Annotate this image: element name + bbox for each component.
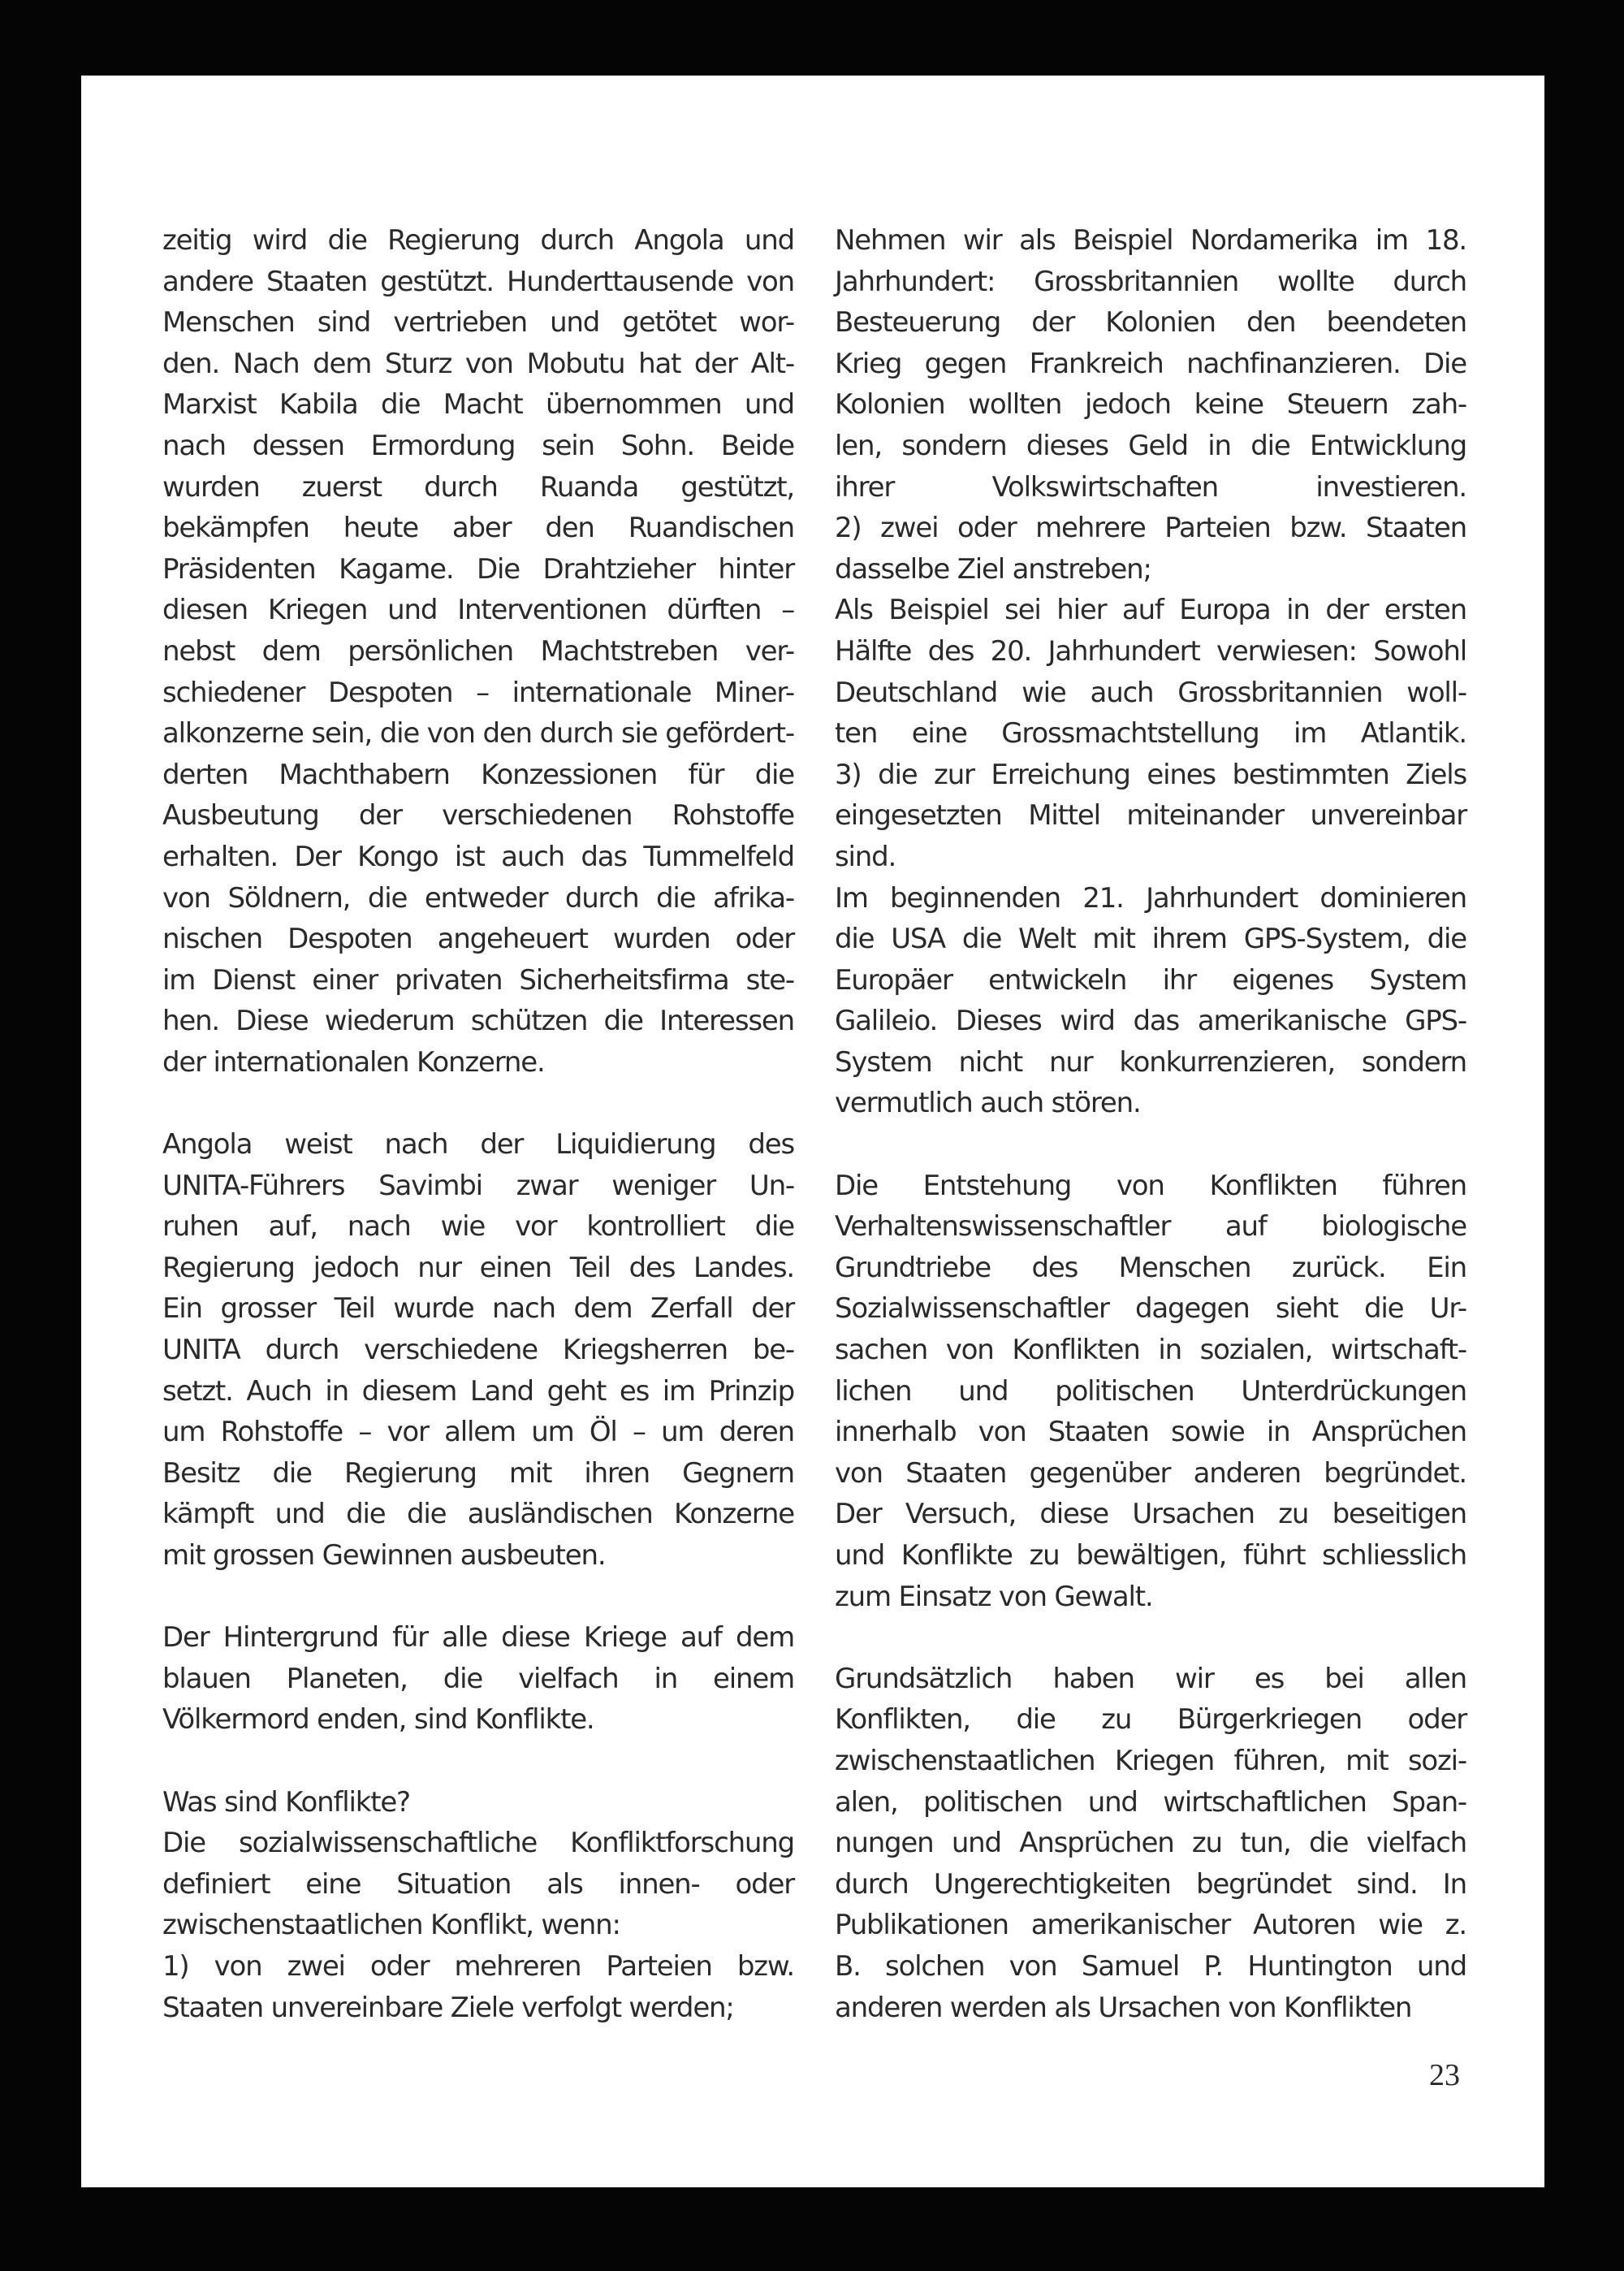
text-line: von Söldnern, die entweder durch die afrika- bbox=[162, 881, 794, 915]
paragraph bbox=[835, 1659, 1466, 2028]
text-line: ruhen auf, nach wie vor kontrolliert die bbox=[162, 1210, 794, 1244]
text-line: Die Entstehung von Konflikten führen bbox=[835, 1169, 1466, 1202]
text-line: Ausbeutung der verschiedenen Rohstoffe bbox=[162, 799, 794, 833]
text-line: nungen und Ansprüchen zu tun, die vielfach bbox=[835, 1827, 1466, 1860]
text-line: Jahrhundert: Grossbritannien wollte durch bbox=[835, 265, 1466, 298]
text-line: den. Nach dem Sturz von Mobutu hat der Alt- bbox=[162, 347, 794, 380]
text-line: Völkermord enden, sind Konflikte. bbox=[162, 1703, 594, 1737]
text-line: dasselbe Ziel anstreben; bbox=[835, 552, 1151, 586]
text-line: Im beginnenden 21. Jahrhundert dominieren bbox=[835, 881, 1466, 915]
text-line: wurden zuerst durch Ruanda gestützt, bbox=[162, 470, 794, 504]
text-line: sind. bbox=[835, 840, 896, 873]
text-line: Kolonien wollten jedoch keine Steuern zah- bbox=[835, 388, 1466, 422]
text-line: Der Versuch, diese Ursachen zu beseitigen bbox=[835, 1498, 1466, 1531]
text-line: Staaten unvereinbare Ziele verfolgt werden; bbox=[162, 1991, 734, 2024]
text-line: zwischenstaatlichen Kriegen führen, mit sozi- bbox=[835, 1744, 1466, 1777]
text-line: Galileio. Dieses wird das amerikanische GPS- bbox=[835, 1005, 1466, 1038]
paragraph-gap bbox=[162, 1577, 794, 1618]
text-line: kämpft und die die ausländischen Konzerne bbox=[162, 1498, 794, 1531]
paragraph bbox=[162, 220, 794, 1083]
text-line: nach dessen Ermordung sein Sohn. Beide bbox=[162, 429, 794, 462]
text-line: innerhalb von Staaten sowie in Ansprüchen bbox=[835, 1416, 1466, 1449]
text-line: setzt. Auch in diesem Land geht es im Prinzip bbox=[162, 1374, 794, 1408]
text-line: mit grossen Gewinnen ausbeuten. bbox=[162, 1539, 606, 1572]
text-line: 2) zwei oder mehrere Parteien bzw. Staaten bbox=[835, 512, 1466, 545]
paragraph-gap bbox=[162, 1083, 794, 1124]
paragraph bbox=[162, 1617, 794, 1741]
text-line: Publikationen amerikanischer Autoren wie z. bbox=[835, 1909, 1466, 1942]
text-line: hen. Diese wiederum schützen die Interessen bbox=[162, 1005, 794, 1038]
text-line: zeitig wird die Regierung durch Angola und bbox=[162, 224, 794, 257]
text-line: die USA die Welt mit ihrem GPS-System, die bbox=[835, 923, 1466, 956]
text-line: um Rohstoffe – vor allem um Öl – um deren bbox=[162, 1416, 794, 1449]
text-line: Präsidenten Kagame. Die Drahtzieher hinter bbox=[162, 552, 794, 586]
text-line: 3) die zur Erreichung eines bestimmten Ziels bbox=[835, 758, 1466, 791]
text-line: Die sozialwissenschaftliche Konfliktforschung bbox=[162, 1827, 794, 1860]
text-line: Sozialwissenschaftler dagegen sieht die Ur- bbox=[835, 1292, 1466, 1326]
text-line: Grundtriebe des Menschen zurück. Ein bbox=[835, 1251, 1466, 1284]
paragraph bbox=[162, 1782, 794, 2029]
text-line: Krieg gegen Frankreich nachfinanzieren. Die bbox=[835, 347, 1466, 380]
text-line: ten eine Grossmachtstellung im Atlantik. bbox=[835, 717, 1466, 751]
text-line: Ein grosser Teil wurde nach dem Zerfall der bbox=[162, 1292, 794, 1326]
document-page bbox=[81, 76, 1544, 2187]
text-line: vermutlich auch stören. bbox=[835, 1087, 1141, 1120]
text-line: alkonzerne sein, die von den durch sie gefördert- bbox=[162, 717, 794, 751]
text-line: len, sondern dieses Geld in die Entwicklung bbox=[835, 429, 1466, 462]
text-line: Deutschland wie auch Grossbritannien woll- bbox=[835, 676, 1466, 709]
text-line: sachen von Konflikten in sozialen, wirtschaft- bbox=[835, 1334, 1466, 1367]
text-line: bekämpfen heute aber den Ruandischen bbox=[162, 512, 794, 545]
text-line: durch Ungerechtigkeiten begründet sind. In bbox=[835, 1867, 1466, 1901]
right-column bbox=[835, 220, 1466, 2028]
text-line: Verhaltenswissenschaftler auf biologische bbox=[835, 1210, 1466, 1244]
text-line: der internationalen Konzerne. bbox=[162, 1045, 545, 1079]
text-line: andere Staaten gestützt. Hunderttausende von bbox=[162, 265, 794, 298]
paragraph-gap bbox=[835, 1617, 1466, 1659]
text-line: und Konflikte zu bewältigen, führt schliesslich bbox=[835, 1539, 1466, 1572]
text-line: definiert eine Situation als innen- oder bbox=[162, 1867, 794, 1901]
text-line: Angola weist nach der Liquidierung des bbox=[162, 1128, 794, 1161]
text-line: eingesetzten Mittel miteinander unvereinbar bbox=[835, 799, 1466, 833]
text-line: ihrer Volkswirtschaften investieren. bbox=[835, 470, 1466, 504]
text-line: Was sind Konflikte? bbox=[162, 1785, 410, 1819]
text-line: blauen Planeten, die vielfach in einem bbox=[162, 1662, 794, 1695]
text-line: im Dienst einer privaten Sicherheitsfirma ste- bbox=[162, 963, 794, 997]
paragraph bbox=[162, 1124, 794, 1577]
text-line: Regierung jedoch nur einen Teil des Landes. bbox=[162, 1251, 794, 1284]
text-line: Marxist Kabila die Macht übernommen und bbox=[162, 388, 794, 422]
text-line: Der Hintergrund für alle diese Kriege auf dem bbox=[162, 1621, 794, 1655]
text-line: von Staaten gegenüber anderen begründet. bbox=[835, 1456, 1466, 1490]
paragraph bbox=[835, 220, 1466, 1124]
text-line: alen, politischen und wirtschaftlichen Span- bbox=[835, 1785, 1466, 1819]
text-line: erhalten. Der Kongo ist auch das Tummelfeld bbox=[162, 840, 794, 873]
text-line: Grundsätzlich haben wir es bei allen bbox=[835, 1662, 1466, 1695]
text-line: Europäer entwickeln ihr eigenes System bbox=[835, 963, 1466, 997]
text-line: schiedener Despoten – internationale Miner- bbox=[162, 676, 794, 709]
text-line: nischen Despoten angeheuert wurden oder bbox=[162, 923, 794, 956]
text-line: 1) von zwei oder mehreren Parteien bzw. bbox=[162, 1949, 794, 1983]
paragraph-gap bbox=[835, 1124, 1466, 1166]
text-line: derten Machthabern Konzessionen für die bbox=[162, 758, 794, 791]
text-line: Hälfte des 20. Jahrhundert verwiesen: Sowohl bbox=[835, 634, 1466, 668]
text-line: Besitz die Regierung mit ihren Gegnern bbox=[162, 1456, 794, 1490]
left-column bbox=[162, 220, 794, 2028]
text-line: Menschen sind vertrieben und getötet wor- bbox=[162, 306, 794, 340]
paragraph bbox=[835, 1166, 1466, 1618]
text-line: System nicht nur konkurrenzieren, sondern bbox=[835, 1045, 1466, 1079]
text-line: UNITA-Führers Savimbi zwar weniger Un- bbox=[162, 1169, 794, 1202]
text-line: zwischenstaatlichen Konflikt, wenn: bbox=[162, 1909, 620, 1942]
text-line: anderen werden als Ursachen von Konflikten bbox=[835, 1991, 1412, 2024]
text-line: Konflikten, die zu Bürgerkriegen oder bbox=[835, 1703, 1466, 1737]
paragraph-gap bbox=[162, 1741, 794, 1782]
text-line: lichen und politischen Unterdrückungen bbox=[835, 1374, 1466, 1408]
text-line: UNITA durch verschiedene Kriegsherren be- bbox=[162, 1334, 794, 1367]
text-line: nebst dem persönlichen Machtstreben ver- bbox=[162, 634, 794, 668]
text-line: Besteuerung der Kolonien den beendeten bbox=[835, 306, 1466, 340]
text-line: Als Beispiel sei hier auf Europa in der ersten bbox=[835, 594, 1466, 627]
text-line: diesen Kriegen und Interventionen dürften – bbox=[162, 594, 794, 627]
text-line: zum Einsatz von Gewalt. bbox=[835, 1580, 1153, 1613]
page-number: 23 bbox=[1429, 2058, 1460, 2092]
text-line: Nehmen wir als Beispiel Nordamerika im 18. bbox=[835, 224, 1466, 257]
text-line: B. solchen von Samuel P. Huntington und bbox=[835, 1949, 1466, 1983]
